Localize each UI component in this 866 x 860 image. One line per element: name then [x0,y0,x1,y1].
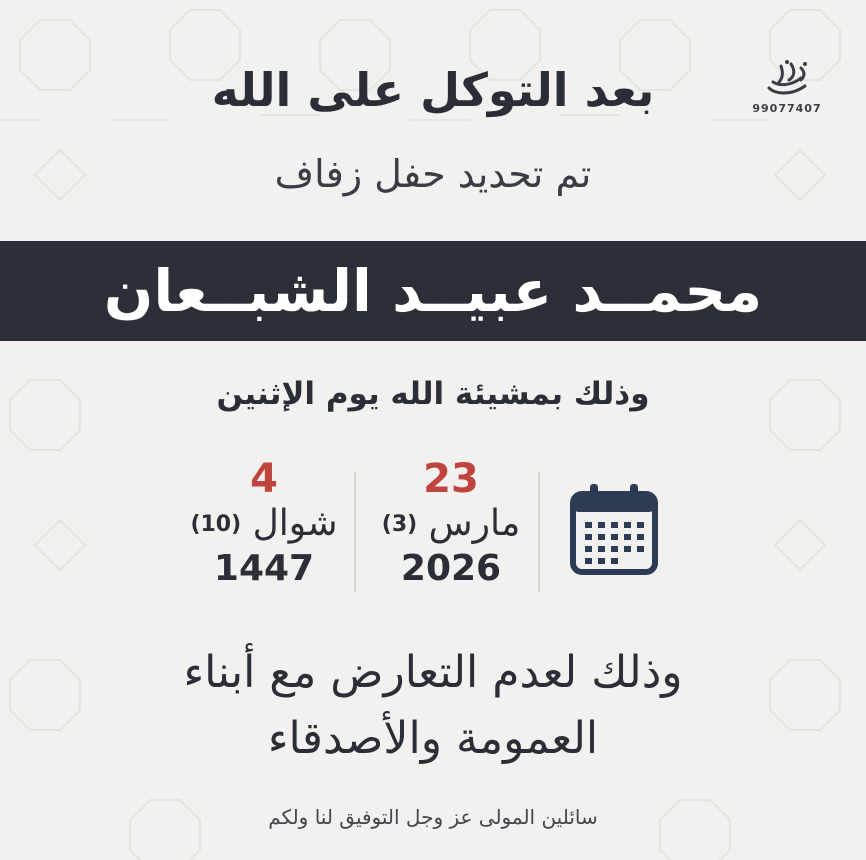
reason-text [0,640,866,772]
date-divider [538,472,540,592]
hijri-month-number: (10) [190,512,242,537]
gregorian-month [370,502,532,547]
reason-line-1: وذلك لعدم التعارض مع أبناء [183,647,683,698]
day-intro: وذلك بمشيئة الله يوم الإثنين [216,376,650,412]
hijri-month-name: شوال [252,503,338,544]
gregorian-month-name: مارس [428,503,521,544]
hijri-day: 4 [250,456,278,502]
hijri-year: 1447 [213,548,315,589]
hijri-month [180,502,348,547]
calendar-icon [568,482,660,578]
hijri-date [180,456,348,591]
closing-prayer: سائلين المولى عز وجل التوفيق لنا ولكم [268,805,598,829]
groom-name: محمــد عبيــد الشبــعان [103,257,763,325]
date-divider [354,472,356,592]
announcement-title: بعد التوكل على الله [211,63,655,117]
gregorian-day: 23 [423,456,479,502]
gregorian-month-number: (3) [381,512,418,537]
gregorian-date [370,456,532,591]
announcement-subtitle: تم تحديد حفل زفاف [274,152,592,196]
gregorian-year: 2026 [400,548,502,589]
reason-line-2: العمومة والأصدقاء [267,713,599,764]
groom-name-band [0,241,866,341]
logo-phone-number: 99077407 [752,102,822,115]
